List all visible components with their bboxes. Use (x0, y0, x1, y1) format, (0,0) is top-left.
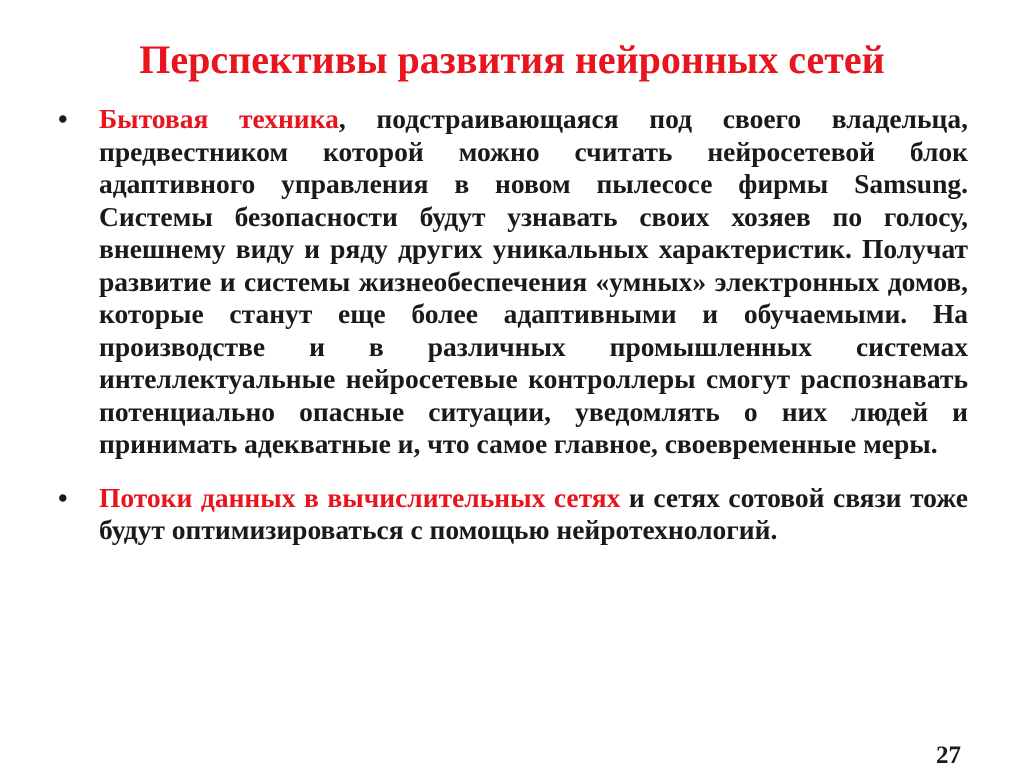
bullet-lead-text: Потоки данных в вычислительных сетях (99, 481, 621, 513)
bullet-marker: • (58, 103, 68, 134)
bullet-list (58, 103, 968, 547)
bullet-item (58, 103, 968, 461)
bullet-item (58, 482, 968, 547)
bullet-lead-text: Бытовая техника (99, 103, 339, 134)
bullet-body-text: и сетях сотовой связи тоже будут оптимизироваться с помощью нейротехнологий. (99, 481, 968, 545)
bullet-marker: • (58, 481, 68, 513)
page-number: 27 (936, 742, 961, 769)
slide-title: Перспективы развития нейронных сетей (139, 37, 885, 82)
bullet-body-text: , подстраивающаяся под своего владельца, предвестником которой можно считать нейросетевой блок адаптивного управления в новом пылесосе фирмы Samsung. Системы безопасности будут узнавать своих хозяев по голосу, внешнему виду и ряду других уникальных характеристик. Получат развитие и системы жизнеобеспечения «умных» электронных домов, которые станут еще более адаптивными и обучаемыми. На производстве и в различных промышленных системах интеллектуальные нейросетевые контроллеры смогут распознавать потенциально опасные ситуации, уведомлять о них людей и принимать адекватные и, что самое главное, своевременные меры. (99, 103, 969, 459)
